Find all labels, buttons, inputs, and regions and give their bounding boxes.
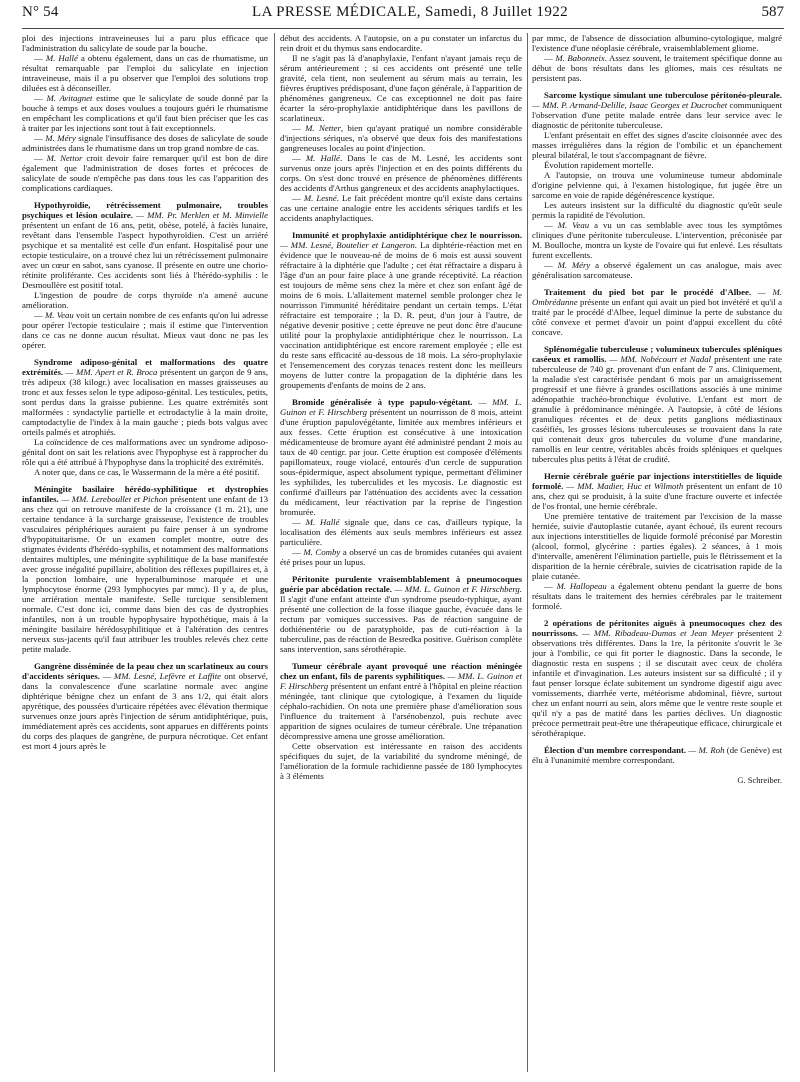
text: croit devoir faire remarquer qu'il est bon de dire également que l'administration de doses fortes et précoces de salicylate de soude n'empêche pas dans tous les cas l'apparition des complications cardiaques. <box>22 153 268 193</box>
paragraph: — M. Babonneix. Assez souvent, le traitement spécifique donne au début de bons résultats dans les gliomes, mais ces résultats ne persistent pas. <box>532 53 782 83</box>
author: M. Nettor <box>46 153 83 163</box>
paragraph: Évolution rapidement mortelle. <box>544 160 654 170</box>
text: communiquent l'observation d'une petite malade entrée dans leur service avec le diagnostic de péritonite tuberculeuse. <box>532 100 782 130</box>
paragraph: — M. Hallé. Dans le cas de M. Lesné, les accidents sont survenus onze jours après l'injection et en des points différents du corps. On s'est donc trouvé en présence de phénomènes différents des accidents d'Arthus gangreneux et des accidents anaphylactiques. <box>280 153 522 193</box>
section-heading: Traitement du pied bot par le procédé d'Albee. <box>544 287 752 297</box>
column-rule-right <box>527 33 528 1072</box>
spacer <box>532 337 782 344</box>
text: a observé un cas de bromides cutanées qui avaient été prises pour un lupus. <box>280 547 522 567</box>
text: présentent un enfant de 10 ans, chez qui se produisit, à la suite d'une fracture ouverte et infectée de l'os frontal, une hernie cérébrale. <box>532 481 782 511</box>
paragraph: par mmc, de l'absence de dissociation albumino-cytologique, malgré l'existence d'une néoplasie cérébrale, vraisemblablement gliome. <box>532 33 782 53</box>
text: présentent une enfant de 13 ans chez qui on retrouve manifeste de la croissance (1 m. 21), une certaine tendance à la surcharge graisseuse, l'existence de troubles vasculaires périphériques auraient pu faire penser à un syndrome d'hypopituitarisme. Or un examen complet montre, outre des stigmates évidents d'hérédo-syphilis, et notamment des malformations dentaires multiples, une méningite syphilitique de la base manifestée avec grosse inégalité pupillaire, abolition des réflexes pupillaires et, à la ponction lombaire, une hyperalbuminose marquée et une lymphocytose énorme (293 lymphocytes par mmc). Il y a, de plus, une arriération mentale manifeste. Selle turcique sensiblement normale. C'est donc ici, comme dans bien des cas de dystrophies infantiles, non à un trouble hypophysaire hypothétique, mais à la méningite basilaire hérédosyphilitique et à l'altération des centres nerveux sus-jacents qu'il faut attribuer les troubles relevés chez cette petite malade. <box>22 494 268 654</box>
paragraph: — M. Avitagnet estime que le salicylate de soude donné par la bouche à temps et aux doses voulues a toujours guéri le rhumatisme en empêchant les complications et qu'il faut bien préciser que les cas à traiter par les injections sont tout à fait exceptionnels. <box>22 93 268 133</box>
author: — MM. Lesné, Lefèvre et Laffite <box>99 671 222 681</box>
author: — MM. L. Guinon et F. Hirschberg <box>280 397 522 417</box>
section-paragraph <box>22 200 268 290</box>
section-paragraph <box>532 90 782 130</box>
section-paragraph <box>532 745 782 765</box>
text: voit un certain nombre de ces enfants qu'on lui adresse pour opérer l'ectopie testiculaire ; mais il estime que l'intervention dans ce cas ne donne aucun résultat. Mieux vaut donc ne pas les opérer. <box>22 310 268 350</box>
text: La diphtérie-réaction met en évidence que le nouveau-né de moins de 6 mois est aussi souvent réfractaire à la diphtérie que l'adulte ; cet état réfractaire a disparu à l'âge d'un an pour faire place à une grande réceptivité. La réaction est toujours de même sens chez la mère et chez son enfant âgé de moins de 6 mois. L'allaitement maternel semble prolonger chez le nourrisson l'immunité héréditaire pendant un certain temps. L'état réfractaire est temporaire ; la D. R. peut, d'un jour à l'autre, de négative devenir positive ; cette épreuve ne peut donc être d'aucune utilité pour la prophylaxie antidiphtérique chez le nourrisson. La vaccination antidiphtérique est encore rarement employée ; elle est du reste sans efficacité au-dessous de 18 mois. La séro-prophylaxie et l'ensemencement des coryzas tenaces restent donc les meilleurs moyens de lutter contre la propagation de la diphtérie dans les groupements d'enfants de moins de 2 ans. <box>280 240 522 390</box>
paragraph: Les auteurs insistent sur la difficulté du diagnostic qu'eût seule permis la rapidité de l'évolution. <box>532 200 782 220</box>
section-paragraph <box>532 287 782 337</box>
section-heading: Hypothyroïdie, rétrécissement pulmonaire, troubles psychiques et lésion oculaire. <box>22 200 268 220</box>
author: — MM. P. Armand-Delille, Isaac Georges et Ducrochet <box>532 100 728 110</box>
author: M. Lesné <box>303 193 337 203</box>
section-heading: Élection d'un membre correspondant. <box>544 745 687 755</box>
author: — MM. Madier, Huc et Wilmoth <box>563 481 684 491</box>
spacer <box>280 223 522 230</box>
page-header <box>22 4 784 29</box>
column-middle <box>280 33 522 1074</box>
column-left <box>22 33 268 1074</box>
author: M. Hallé <box>45 53 78 63</box>
text: présentent un enfant entré à l'hôpital en pleine réaction méningée, tant clinique que cytologique, à l'examen du liquide céphalo-rachidien. On nota une première phase d'amélioration sous l'influence du traitement à l'arsénobenzol, puis rechute avec apparition de signes oculaires de tumeur cérébrale. Une trépanation décompressive amena une grosse amélioration. <box>280 681 522 741</box>
section-heading: Splénomégalie tuberculeuse ; volumineux tubercules spléniques caséeux et ramollis. <box>532 344 782 364</box>
paragraph: L'ingestion de poudre de corps thyroïde n'a amené aucune amélioration. <box>22 290 268 310</box>
section-heading: Méningite basilaire hérédo-syphilitique et dystrophies infantiles. <box>22 484 268 504</box>
issue-number: N° 54 <box>22 4 59 20</box>
text: . Assez souvent, le traitement spécifique donne au début de bons résultats dans les gliomes, mais ces résultats ne persistent pas. <box>532 53 782 83</box>
text: présentent un garçon de 9 ans, très adipeux (38 kilogr.) avec localisation en masses graisseuses au tronc et aux fesses selon le type adiposo-génital. Les testicules, petits, sont perdus dans la graisse pubienne. Les quatre extrémités sont malformées : syndactylie partielle et ectrodactylie à la main droite, camptodactylie de l'index à la main gauche ; pieds bots valgus avec orteils palmés et atrophiés. <box>22 367 268 437</box>
column-right <box>532 33 782 1074</box>
text: présentent une rate tuberculeuse de 740 gr. provenant d'un enfant de 7 ans. Cliniquement, la maladie s'est caractérisée pendant 6 mois par un amaigrissement progressif et une fièvre à grandes oscillations associés à une minime adénopathie trachéo-bronchique évolutive. L'enfant est mort de granulie à prédominance méningée. A l'autopsie, à côté de lésions granuliques récentes et de deux petits ganglions médiastinaux caséifiés, les grosses lésions tuberculeuses se trouvaient dans la rate qui contenait deux gros tubercules du volume d'une mandarine, ramollis en leur centre, véritables abcès froids spléniques et quelques tubercules plus petits à l'état de crudité. <box>532 354 782 464</box>
section-paragraph <box>532 471 782 511</box>
section-paragraph <box>280 661 522 741</box>
section-paragraph <box>280 230 522 390</box>
section-heading: Syndrome adiposo-génital et malformations des quatre extrémités. <box>22 357 268 377</box>
paragraph: début des accidents. A l'autopsie, on a pu constater un infarctus du rein droit et du thymus sans endocardite. <box>280 33 522 53</box>
section-paragraph <box>22 484 268 654</box>
signature: G. Schreiber. <box>737 775 782 785</box>
text: signale que, dans ce cas, d'ailleurs typique, la localisation des éléments aux seuls membres inférieurs est assez particulière. <box>280 517 522 547</box>
section-heading: Sarcome kystique simulant une tuberculose péritonéo-pleurale. <box>544 90 782 100</box>
text: présentent 2 observations très différentes. Dans la 1re, la péritonite s'ouvrit le 3e jour à l'ombilic, ce qui fit porter le diagnostic. Dans la seconde, le diagnostic resta en suspens ; il se discutait avec ceux de choléra infantile et d'invagination. Les auteurs insistent sur sa difficulté ; il y faut penser lorsque éclate subitement un syndrome digestif aigu avec vomissements, diarrhée verte, météorisme abdominal, fièvre, surtout chez un enfant nourri au sein, alors même que le ventre reste souple et qu'il n'y a pas de matité dans les parties déclives. Un diagnostic précoce permettrait peut-être une thérapeutique efficace, chirurgicale et sérothérapique. <box>532 628 782 738</box>
author: M. Hallé <box>305 153 340 163</box>
text: a observé également un cas analogue, mais avec généralisation sarcomateuse. <box>532 260 782 280</box>
section-paragraph <box>532 344 782 464</box>
paragraph: — M. Netter, bien qu'ayant pratiqué un nombre considérable d'injections sériques, n'a observé que deux fois des manifestations gangreneuses locales au point d'injection. <box>280 123 522 153</box>
text: présente un enfant qui avait un pied bot invétéré et qu'il a traité par le procédé d'Albee, lequel diminue la perte de substance du côté convexe et permet d'avoir un point d'appui excellent du côté concave. <box>532 297 782 337</box>
paragraph: A noter que, dans ce cas, le Wassermann de la mère a été positif. <box>34 467 260 477</box>
paragraph: L'enfant présentait en effet des signes d'ascite cloisonnée avec des masses irrégulières dans la région de l'ombilic et un épanchement pleural bilatéral, le tout s'accompagnant de fièvre. <box>532 130 782 160</box>
paragraph: — M. Hallé signale que, dans ce cas, d'ailleurs typique, la localisation des éléments aux seuls membres inférieurs est assez particulière. <box>280 517 522 547</box>
section-heading: Immunité et prophylaxie antidiphtérique chez le nourrisson. <box>292 230 522 240</box>
author: — MM. L. Guinon et F. Hirschberg <box>280 671 522 691</box>
text: . Dans le cas de M. Lesné, les accidents sont survenus onze jours après l'injection et en des points différents du corps. On s'est donc trouvé en présence de phénomènes différents des accidents d'Arthus gangreneux et des accidents anaphylactiques. <box>280 153 522 193</box>
spacer <box>532 280 782 287</box>
section-paragraph <box>22 357 268 437</box>
paragraph: — M. Veau a vu un cas semblable avec tous les symptômes cliniques d'une péritonite tuberculeuse. L'intervention, préconisée par M. Boulloche, montra un kyste de l'ovaire qui fut enlevé. Les résultats furent excellents. <box>532 220 782 260</box>
text: a également obtenu pendant la guerre de bons résultats dans le traitement des hernies cérébrales par le traitement formolé. <box>532 581 782 611</box>
section-paragraph <box>532 618 782 738</box>
text: a vu un cas semblable avec tous les symptômes cliniques d'une péritonite tuberculeuse. L'intervention, préconisée par M. Boulloche, montra un kyste de l'ovaire qui fut enlevé. Les résultats furent excellents. <box>532 220 782 260</box>
author: — MM. Pr. Merklen et M. Minvielle <box>132 210 268 220</box>
text: , bien qu'ayant pratiqué un nombre considérable d'injections sériques, n'a observé que deux fois des manifestations gangreneuses locales au point d'injection. <box>280 123 522 153</box>
spacer <box>532 464 782 471</box>
paragraph: — M. Comby a observé un cas de bromides cutanées qui avaient été prises pour un lupus. <box>280 547 522 567</box>
author: — MM. Nobécourt et Nadal <box>606 354 712 364</box>
section-heading: Bromide généralisée à type papulo-végétant. <box>292 397 473 407</box>
section-paragraph <box>22 661 268 751</box>
author: M. Avitagnet <box>46 93 93 103</box>
spacer <box>532 83 782 90</box>
section-paragraph <box>280 574 522 654</box>
paragraph: — M. Méry signale l'insuffisance des doses de salicylate de soude administrées dans le rhumatisme dans un trop grand nombre de cas. <box>22 133 268 153</box>
section-paragraph <box>280 397 522 517</box>
section-heading: Hernie cérébrale guérie par injections interstitielles de liquide formolé. <box>532 471 782 491</box>
text: présentent un enfant de 16 ans, petit, obèse, potelé, à faciès lunaire, revêtant dans l'ensemble l'aspect hypothyroïdien. C'est un arriéré psychique et sa mentalité est celle d'un enfant. Hospitalisé pour une ectopie testiculaire, on a trouvé chez lui un rétrécissement pulmonaire avec un cœur en sabot, sans cyanose. Il présente en outre une chorio-rétinite proliférante. Ces accidents sont liés à l'hérédo-syphilis : le Desmoullère est positif total. <box>22 220 268 290</box>
author: M. Veau <box>45 310 74 320</box>
paragraph: — M. Lesné. Le fait précédent montre qu'il existe dans certains cas une certaine analogie entre les accidents sériques tardifs et les accidents anaphylactiques. <box>280 193 522 223</box>
spacer <box>280 654 522 661</box>
text: présentent un nourrisson de 8 mois, atteint d'une éruption papulovégétante, limitée aux membres inférieurs et aux fesses. Cette éruption est consécutive à une intoxication médicamenteuse de bromure ayant été administré pendant 2 mois au taux de 40 centigr. par jour. Cette éruption est composée d'éléments papillomateux, rouge violacé, entourés d'un cercle de suppuration sous-épidermique, aspect absolument typique, permettant d'éliminer les syphilides, les tuberculides et les mycosis. Le diagnostic est confirmé d'ailleurs par l'atténuation des accidents avec la cessation du médicament, leur réactivation par la reprise de l'ingestion bromurée. <box>280 407 522 517</box>
text: Il s'agit d'une enfant atteinte d'un syndrome pseudo-typhique, ayant présenté une collection de la fosse iliaque gauche, évacuée dans le rectum par vomiques successives. Pas de réaction sanguine de dothiénentérie ou de paratyphoïde, pas de cuti-réaction à la tuberculine, pas de réaction de Besredka positive. Guérison complète sans intervention, sans sérothérapie. <box>280 594 522 654</box>
spacer <box>532 738 782 745</box>
section-heading: Gangrène disséminée de la peau chez un scarlatineux au cours d'accidents sériques. <box>22 661 268 681</box>
text: (de Genève) est élu à l'unanimité membre correspondant. <box>532 745 782 765</box>
text: . Le fait précédent montre qu'il existe dans certains cas une certaine analogie entre les accidents sériques tardifs et les accidents anaphylactiques. <box>280 193 522 223</box>
paragraph: La coïncidence de ces malformations avec un syndrome adiposo-génital dont on sait les relations avec l'hypophyse est à rapprocher du rôle qui a été attribué à l'hypophyse dans la trophicité des extrémités. <box>22 437 268 467</box>
spacer <box>280 567 522 574</box>
spacer <box>22 350 268 357</box>
paragraph: — M. Hallé a obtenu également, dans un cas de rhumatisme, un résultat remarquable par l'emploi du salicylate en injection intraveineuse, mais il a pu observer que l'emploi des solutions trop diluées est à déconseiller. <box>22 53 268 93</box>
paragraph: — M. Nettor croit devoir faire remarquer qu'il est bon de dire également que l'administration de doses fortes et précoces de salicylate de soude n'empêche pas dans tous les cas l'apparition des complications cardiaques. <box>22 153 268 193</box>
text: signale l'insuffisance des doses de salicylate de soude administrées dans le rhumatisme dans un trop grand nombre de cas. <box>22 133 268 153</box>
author: M. Comby <box>303 547 341 557</box>
spacer <box>532 611 782 618</box>
text: a obtenu également, dans un cas de rhumatisme, un résultat remarquable par l'emploi du salicylate en injection intraveineuse, mais il a pu observer que l'emploi des solutions trop diluées est à déconseiller. <box>22 53 268 93</box>
section-heading: 2 opérations de péritonites aiguës à pneumocoques chez des nourrissons. <box>532 618 782 638</box>
spacer <box>22 654 268 661</box>
author: — MM. Apert et R. Broca <box>63 367 158 377</box>
text: ont observé, dans la convalescence d'une scarlatine normale avec angine diphtérique bénigne chez un enfant de 3 ans 1/2, qui était alors apyrétique, des poussées d'urticaire répétées avec élévation thermique survenues onze jours après l'injection de sérum antidiphtérique, puis, immédiatement après ces accidents, sont apparues en différents points du corps des plaques de gangrène, de purpura nécrotique. Cet enfant est mort 4 jours après le <box>22 671 268 751</box>
paragraph: — M. Méry a observé également un cas analogue, mais avec généralisation sarcomateuse. <box>532 260 782 280</box>
author: — MM. L. Guinon et F. Hirschberg. <box>392 584 522 594</box>
author: — M. Roh <box>686 745 725 755</box>
paragraph: ploi des injections intraveineuses lui a paru plus efficace que l'administration du salicylate de soude par la bouche. <box>22 33 268 53</box>
author: — M. Ombrédanne <box>532 287 782 307</box>
spacer <box>280 390 522 397</box>
paragraph: Une première tentative de traitement par l'excision de la masse herniée, suivie d'autoplastie cutanée, ayant échoué, ils eurent recours aux injections interstitielles de liquide formolé préconisé par Morestin (alcool, formol, glycérine : parties égales). 2 séances, à 1 mois d'intervalle, amenèrent l'élimination partielle, puis le flétrissement et la disparition de la hernie cérébrale, suivies de cicatrisation rapide de la plaie cutanée. <box>532 511 782 581</box>
section-heading: Péritonite purulente vraisemblablement à pneumocoques guérie par abcédation rectale. <box>280 574 522 594</box>
author: M. Veau <box>557 220 590 230</box>
paragraph: Cette observation est intéressante en raison des accidents spécifiques du sujet, de la variabilité du syndrome méningé, de l'amélioration de la formule rachidienne passée de 180 lymphocytes à 3 éléments <box>280 741 522 781</box>
section-heading: Tumeur cérébrale ayant provoqué une réaction méningée chez un enfant, fils de parents syphilitiques. <box>280 661 522 681</box>
author: M. Hallé <box>305 517 340 527</box>
text: estime que le salicylate de soude donné par la bouche à temps et aux doses voulues a toujours guéri le rhumatisme en empêchant les complications et qu'il faut bien préciser que les cas à traiter par les injections sont tout à fait exceptionnels. <box>22 93 268 133</box>
author: M. Netter <box>305 123 341 133</box>
paragraph: — M. Veau voit un certain nombre de ces enfants qu'on lui adresse pour opérer l'ectopie testiculaire ; mais il estime que l'intervention dans ce cas ne donne aucun résultat. Mieux vaut donc ne pas les opérer. <box>22 310 268 350</box>
spacer <box>22 477 268 484</box>
author: — MM. Ribadeau-Dumas et Jean Meyer <box>577 628 734 638</box>
author: M. Hallopeau <box>556 581 607 591</box>
author: — MM. Lesné, Boutelier et Langeron. <box>280 240 418 250</box>
spacer <box>22 193 268 200</box>
author: M. Méry <box>45 133 76 143</box>
author: — MM. Lereboullet et Pichon <box>58 494 168 504</box>
column-rule-left <box>274 33 275 1072</box>
paragraph: A l'autopsie, on trouva une volumineuse tumeur abdominale d'origine pelvienne qui, à l'examen histologique, fut jugée être un sarcome en voie de rapide dégénérescence kystique. <box>532 170 782 200</box>
page-number: 587 <box>761 4 784 20</box>
journal-title: LA PRESSE MÉDICALE, Samedi, 8 Juillet 1922 <box>252 4 569 20</box>
author: M. Babonneix <box>555 53 605 63</box>
paragraph: Il ne s'agit pas là d'anaphylaxie, l'enfant n'ayant jamais reçu de sérum antérieurement ; si ces accidents ont présenté une telle gravité, cela tient, non seulement au sérum mais au terrain, les fièvres éruptives prédisposant, d'une façon générale, à l'apparition de phénomènes gangreneux. Ce cas exceptionnel ne doit pas faire écarter la séro-prophylaxie antidiphtérique dans les pavillons de scarlatineux. <box>280 53 522 123</box>
paragraph: — M. Hallopeau a également obtenu pendant la guerre de bons résultats dans le traitement des hernies cérébrales par le traitement formolé. <box>532 581 782 611</box>
author: M. Méry <box>557 260 591 270</box>
